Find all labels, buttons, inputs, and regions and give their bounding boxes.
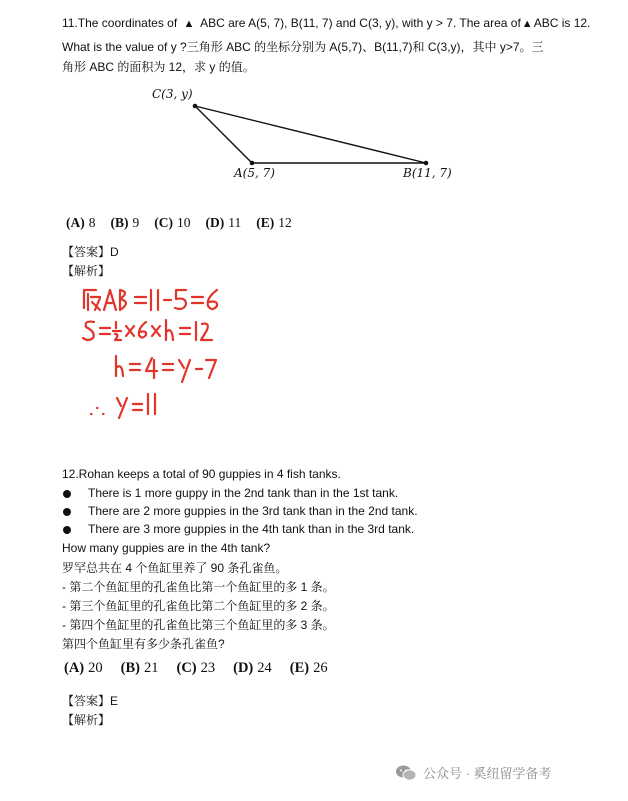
wechat-icon [395, 764, 417, 782]
q12-answer: 【答案】E [62, 694, 119, 708]
q12-option-d: (D) 24 [233, 660, 272, 676]
q11-line2: What is the value of y ?三角形 ABC 的坐标分别为 A(5,7)、B(11,7)和 C(3,y)，其中 y>7。三 [62, 40, 544, 54]
q11-line1-end: ABC is 12. [533, 16, 591, 30]
q12-options [64, 660, 343, 677]
q12-option-e: (E) 26 [289, 660, 328, 676]
q12-cn-line-3: - 第三个鱼缸里的孔雀鱼比第二个鱼缸里的多 2 条。 [62, 599, 335, 613]
point-b [424, 161, 429, 166]
q11-line1 [62, 16, 590, 30]
q11-option-d: (D) 11 [205, 215, 242, 230]
triangle-icon: ▲ [521, 18, 533, 30]
label-c: C(3, y) [152, 87, 193, 101]
q12-cn-line-5: 第四个鱼缸里有多少条孔雀鱼? [62, 637, 225, 651]
q11-line3: 角形 ABC 的面积为 12，求 y 的值。 [62, 60, 255, 74]
point-c [193, 104, 198, 109]
q12-option-a: (A) 20 [64, 660, 103, 676]
triangle-shape [195, 106, 426, 163]
q12-line1: 12.Rohan keeps a total of 90 guppies in 4 fish tanks. [62, 467, 341, 481]
q11-option-b: (B) 9 [110, 215, 140, 230]
label-b: B(11, 7) [403, 166, 452, 180]
q12-analysis: 【解析】 [62, 713, 111, 727]
q12-cn-line-4: - 第四个鱼缸里的孔雀鱼比第三个鱼缸里的多 3 条。 [62, 618, 335, 632]
q11-option-c: (C) 10 [154, 215, 191, 230]
bullet-icon [63, 526, 71, 534]
watermark-text: 公众号 · 奚纽留学备考 [423, 766, 552, 781]
q11-option-e: (E) 12 [256, 215, 292, 230]
label-a: A(5, 7) [234, 166, 275, 180]
q12-cn-line-2: - 第二个鱼缸里的孔雀鱼比第一个鱼缸里的多 1 条。 [62, 580, 335, 594]
bullet-icon [63, 490, 71, 498]
q12-option-c: (C) 23 [176, 660, 216, 676]
triangle-icon: ▲ [183, 18, 195, 30]
handwritten-solution [60, 280, 250, 430]
watermark [395, 763, 552, 782]
q12-option-b: (B) 21 [120, 660, 159, 676]
q11-option-a: (A) 8 [66, 215, 96, 230]
q11-options [66, 215, 307, 231]
q11-answer: 【答案】D [62, 245, 119, 259]
q12-cn-line-1: 罗罕总共在 4 个鱼缸里养了 90 条孔雀鱼。 [62, 561, 288, 575]
triangle-figure [140, 82, 470, 190]
bullet-icon [63, 508, 71, 516]
q11-line1-post: ABC are A(5, 7), B(11, 7) and C(3, y), with y > 7. The area of [200, 16, 521, 30]
q12-bullet-2: There are 2 more guppies in the 3rd tank than in the 2nd tank. [88, 504, 418, 518]
q12-bullet-1: There is 1 more guppy in the 2nd tank than in the 1st tank. [88, 486, 399, 500]
q11-line1-pre: 11.The coordinates of [62, 16, 178, 30]
q12-bullet-3: There are 3 more guppies in the 4th tank than in the 3rd tank. [88, 522, 415, 536]
q11-analysis: 【解析】 [62, 264, 111, 278]
point-a [250, 161, 255, 166]
q12-question: How many guppies are in the 4th tank? [62, 541, 271, 555]
